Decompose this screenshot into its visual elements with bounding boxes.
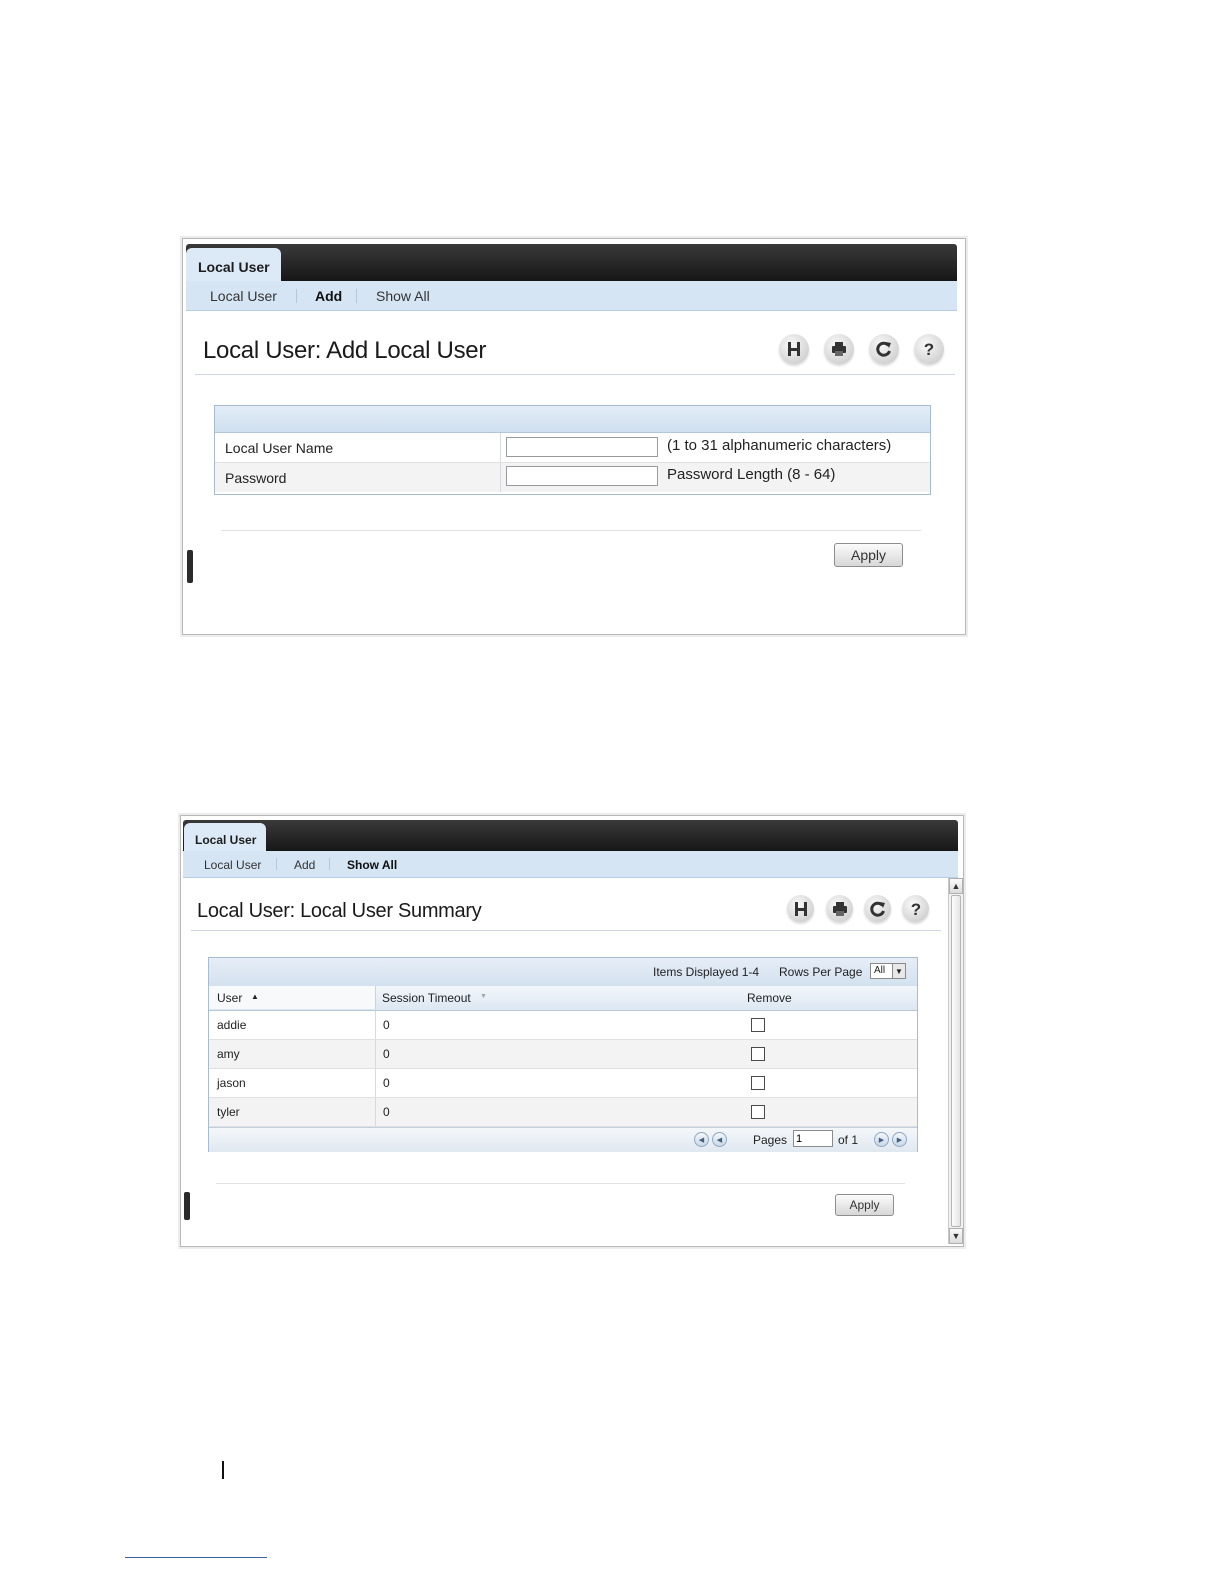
top-banner — [186, 244, 957, 286]
save-icon[interactable] — [787, 895, 814, 922]
cell-session-timeout: 0 — [383, 1105, 390, 1119]
page-title: Local User: Local User Summary — [197, 900, 482, 922]
nav-local-user[interactable]: Local User — [210, 288, 277, 304]
title-divider — [195, 374, 955, 375]
svg-text:?: ? — [923, 340, 935, 359]
column-divider — [375, 1040, 376, 1068]
column-divider — [500, 433, 501, 462]
local-user-summary-screenshot — [180, 815, 964, 1247]
table-row — [209, 1040, 917, 1069]
last-page-icon[interactable]: ▶ — [892, 1132, 907, 1147]
table-row — [209, 1011, 917, 1040]
column-remove-header — [747, 986, 907, 1009]
rows-per-page-label: Rows Per Page — [779, 965, 863, 979]
cell-user: amy — [217, 1047, 240, 1061]
pagination-bar — [209, 1127, 917, 1152]
user-name-hint: (1 to 31 alphanumeric characters) — [667, 437, 892, 454]
remove-checkbox[interactable] — [751, 1076, 765, 1090]
rows-per-page-value: All — [874, 965, 886, 976]
column-divider — [375, 1098, 376, 1126]
form-header — [215, 406, 930, 433]
table-header-row — [209, 986, 917, 1011]
nav-show-all[interactable]: Show All — [376, 288, 430, 304]
remove-checkbox[interactable] — [751, 1105, 765, 1119]
sort-indicator-icon: ▼ — [480, 993, 487, 1000]
tab-local-user[interactable] — [186, 248, 281, 285]
scroll-up-icon[interactable]: ▲ — [949, 878, 963, 894]
sub-navigation — [183, 851, 958, 878]
table-toolbar — [209, 958, 917, 986]
svg-text:?: ? — [910, 899, 921, 919]
column-divider — [500, 463, 501, 492]
apply-button[interactable]: Apply — [835, 1194, 894, 1216]
cell-user: addie — [217, 1018, 247, 1032]
chevron-down-icon[interactable]: ▼ — [892, 964, 905, 978]
header-label: Remove — [747, 991, 792, 1005]
nav-divider — [296, 289, 297, 303]
table-footer-divider — [216, 1183, 905, 1184]
column-user-header[interactable] — [209, 986, 376, 1009]
nav-add[interactable]: Add — [315, 288, 343, 304]
sort-ascending-icon: ▲ — [251, 992, 259, 1001]
side-panel-handle[interactable] — [184, 1192, 190, 1220]
side-panel-handle[interactable] — [187, 550, 193, 583]
nav-local-user[interactable]: Local User — [204, 858, 262, 872]
password-input[interactable] — [506, 466, 658, 486]
vertical-scrollbar[interactable] — [948, 878, 963, 1244]
scroll-thumb[interactable] — [951, 895, 961, 1227]
refresh-icon[interactable] — [864, 895, 891, 922]
cell-session-timeout: 0 — [383, 1076, 390, 1090]
table-row — [209, 1098, 917, 1127]
form-footer-divider — [221, 530, 921, 531]
cell-session-timeout: 0 — [383, 1047, 390, 1061]
rows-per-page-select[interactable] — [870, 963, 906, 979]
footer-rule — [125, 1557, 267, 1558]
add-user-form — [214, 405, 931, 495]
sub-navigation — [186, 281, 957, 311]
cell-session-timeout: 0 — [383, 1018, 390, 1032]
cell-remove — [751, 1069, 765, 1097]
remove-checkbox[interactable] — [751, 1018, 765, 1032]
column-divider — [375, 1011, 376, 1039]
cell-remove — [751, 1098, 765, 1126]
form-row-password — [215, 463, 930, 492]
nav-divider — [276, 858, 277, 870]
page-count-label: of 1 — [838, 1133, 859, 1147]
print-icon[interactable] — [824, 334, 854, 364]
page-title: Local User: Add Local User — [203, 337, 487, 364]
header-label: Session Timeout — [382, 991, 471, 1005]
apply-button[interactable]: Apply — [834, 543, 903, 567]
cell-remove — [751, 1011, 765, 1039]
table-row — [209, 1069, 917, 1098]
items-displayed: Items Displayed 1-4 — [653, 965, 760, 979]
remove-checkbox[interactable] — [751, 1047, 765, 1061]
previous-page-icon[interactable]: ◀ — [712, 1132, 727, 1147]
print-icon[interactable] — [826, 895, 853, 922]
first-page-icon[interactable]: ◀ — [694, 1132, 709, 1147]
pages-label: Pages — [753, 1133, 788, 1147]
field-label: Password — [225, 469, 287, 486]
cell-user: tyler — [217, 1105, 240, 1119]
form-row-user-name — [215, 433, 930, 463]
help-icon[interactable] — [914, 334, 944, 364]
header-label: User — [217, 991, 243, 1005]
cell-user: jason — [217, 1076, 246, 1090]
nav-add[interactable]: Add — [294, 858, 316, 872]
column-session-timeout-header[interactable] — [376, 986, 736, 1009]
nav-show-all[interactable]: Show All — [347, 858, 398, 872]
tab-label: Local User — [195, 832, 257, 847]
tab-label: Local User — [198, 258, 270, 275]
column-divider — [375, 1069, 376, 1097]
save-icon[interactable] — [779, 334, 809, 364]
nav-divider — [329, 858, 330, 870]
password-hint: Password Length (8 - 64) — [667, 466, 836, 483]
page-number-input[interactable] — [793, 1130, 833, 1147]
page-margin-bar — [222, 1461, 224, 1479]
scroll-down-icon[interactable]: ▼ — [949, 1228, 963, 1244]
help-icon[interactable] — [902, 895, 929, 922]
title-divider — [191, 930, 941, 931]
refresh-icon[interactable] — [869, 334, 899, 364]
next-page-icon[interactable]: ▶ — [874, 1132, 889, 1147]
add-local-user-screenshot — [182, 238, 966, 635]
user-summary-table — [208, 957, 918, 1152]
cell-remove — [751, 1040, 765, 1068]
local-user-name-input[interactable] — [506, 437, 658, 457]
field-label: Local User Name — [225, 439, 334, 456]
nav-divider — [356, 289, 357, 303]
